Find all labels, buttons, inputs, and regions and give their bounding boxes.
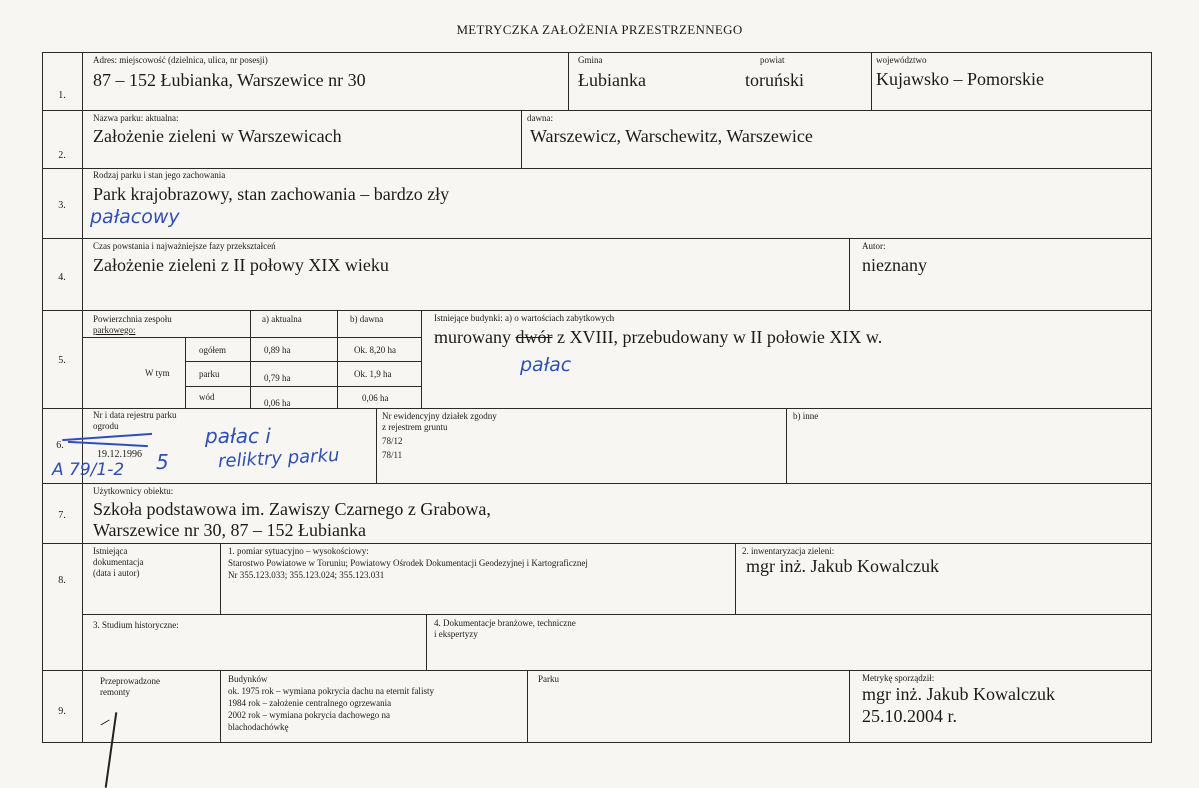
cell-divider [871, 52, 872, 111]
handwritten-note-palac: pałac [520, 354, 572, 376]
address-value: 87 – 152 Łubianka, Warszewice nr 30 [93, 70, 366, 90]
row-divider [42, 168, 1152, 169]
branch-docs-label: 4. Dokumentacje branżowe, techniczne [434, 618, 576, 628]
cell-divider [185, 337, 186, 409]
voivodeship-value: Kujawsko – Pomorskie [876, 69, 1044, 89]
row-divider [42, 483, 1152, 484]
row-number: 3. [58, 200, 66, 211]
former-name-value: Warszewicz, Warschewitz, Warszewice [530, 126, 813, 146]
cell-divider [568, 52, 569, 111]
address-label: Adres: miejscowość (dzielnica, ulica, nr posesji) [93, 55, 268, 65]
documentation-label-3: (data i autor) [93, 568, 140, 578]
row-divider [82, 614, 1152, 615]
documentation-label-2: dokumentacja [93, 557, 144, 567]
repairs-label: Przeprowadzone [100, 676, 160, 686]
powiat-value: toruński [745, 70, 805, 90]
row-number: 1. [58, 90, 66, 101]
cell-divider [849, 238, 850, 311]
register-label: Nr i data rejestru parku [93, 410, 177, 420]
buildings-struck: dwór [515, 327, 553, 347]
prepared-by-label: Metrykę sporządził: [862, 673, 935, 683]
buildings-repairs-label: Budynków [228, 674, 268, 684]
users-label: Użytkownicy obiektu: [93, 486, 174, 496]
prepared-date: 25.10.2004 r. [862, 706, 958, 726]
pen-stroke [100, 720, 109, 726]
plot-number: 78/12 [382, 436, 403, 446]
former-name-label: dawna: [527, 113, 553, 123]
buildings-pre: murowany [434, 327, 511, 347]
inventory-value: mgr inż. Jakub Kowalczuk [746, 556, 939, 576]
users-line-2: Warszewice nr 30, 87 – 152 Łubianka [93, 520, 366, 540]
border-bottom [42, 742, 1152, 743]
documentation-label: Istniejąca [93, 546, 128, 556]
buildings-post: z XVIII, przebudowany w II połowie XIX w. [556, 327, 883, 347]
cell-divider [735, 543, 736, 615]
users-line-1: Szkoła podstawowa im. Zawiszy Czarnego z Grabowa, [93, 499, 491, 519]
cell-divider [220, 670, 221, 743]
park-type-label: Rodzaj parku i stan jego zachowania [93, 170, 226, 180]
author-label: Autor: [862, 241, 886, 251]
buildings-repair-line: 2002 rok – wymiana pokrycia dachowego na [228, 710, 390, 720]
row-divider [42, 543, 1152, 544]
plots-label-2: z rejestrem gruntu [382, 422, 448, 432]
park-name-label: Nazwa parku: aktualna: [93, 113, 179, 123]
area-row-b: Ok. 8,20 ha [354, 345, 396, 355]
cell-divider [421, 310, 422, 409]
pen-stroke [105, 712, 118, 788]
gmina-value: Łubianka [578, 70, 646, 90]
register-label-2: ogrodu [93, 421, 119, 431]
register-date: 19.12.1996 [97, 449, 142, 460]
area-col-b: b) dawna [350, 314, 384, 324]
survey-line-2: Nr 355.123.033; 355.123.024; 355.123.031 [228, 570, 385, 580]
number-column-divider [82, 52, 83, 743]
border-right [1151, 52, 1152, 743]
cell-divider [250, 310, 251, 409]
area-row-b: Ok. 1,9 ha [354, 369, 392, 379]
park-name-value: Założenie zieleni w Warszewicach [93, 126, 342, 146]
handwritten-note-palac-i: pałac i [205, 424, 271, 448]
row-number: 6. [56, 440, 64, 451]
row-divider [42, 310, 1152, 311]
cell-divider [521, 110, 522, 169]
row-number: 8. [58, 575, 66, 586]
gmina-label: Gmina [578, 55, 603, 65]
prepared-by-value: mgr inż. Jakub Kowalczuk [862, 684, 1055, 704]
row-number: 9. [58, 706, 66, 717]
branch-docs-label-2: i ekspertyzy [434, 629, 478, 639]
row-divider [42, 110, 1152, 111]
repairs-label-2: remonty [100, 687, 130, 697]
cell-divider [337, 310, 338, 409]
area-row-label: parku [199, 369, 220, 379]
cell-divider [849, 670, 850, 743]
cell-divider [185, 361, 422, 362]
voivodeship-label: województwo [876, 55, 927, 65]
buildings-label: Istniejące budynki: a) o wartościach zabytkowych [434, 313, 615, 323]
park-repairs-label: Parku [538, 674, 559, 684]
historical-study-label: 3. Studium historyczne: [93, 620, 179, 630]
park-type-value: Park krajobrazowy, stan zachowania – bardzo zły [93, 184, 450, 204]
powiat-label: powiat [760, 55, 785, 65]
cell-divider [82, 337, 422, 338]
area-row-label: ogółem [199, 345, 226, 355]
buildings-repair-line: ok. 1975 rok – wymiana pokrycia dachu na eternit falisty [228, 686, 434, 696]
cell-divider [426, 614, 427, 671]
cell-divider [527, 670, 528, 743]
area-row-a: 0,79 ha [264, 373, 291, 383]
handwritten-note-palacowy: pałacowy [90, 206, 180, 228]
survey-line-1: Starostwo Powiatowe w Toruniu; Powiatowy Ośrodek Dokumentacji Geodezyjnej i Kartograficznej [228, 558, 588, 568]
area-row-a: 0,06 ha [264, 398, 291, 408]
inventory-label: 2. inwentaryzacja zieleni: [742, 546, 835, 556]
handwritten-register-number: A 79/1-2 [52, 460, 125, 480]
buildings-value [434, 327, 882, 348]
survey-label: 1. pomiar sytuacyjno – wysokościowy: [228, 546, 369, 556]
cell-divider [220, 543, 221, 615]
border-left [42, 52, 43, 743]
plots-label: Nr ewidencyjny działek zgodny [382, 411, 497, 421]
other-label: b) inne [793, 411, 819, 421]
author-value: nieznany [862, 255, 927, 275]
page-title: METRYCZKA ZAŁOŻENIA PRZESTRZENNEGO [456, 22, 743, 37]
border-top [42, 52, 1152, 53]
area-in-which: W tym [145, 368, 170, 378]
row-number: 2. [58, 150, 66, 161]
plot-number: 78/11 [382, 450, 403, 460]
area-row-a: 0,89 ha [264, 345, 291, 355]
buildings-repair-line: 1984 rok – założenie centralnego ogrzewania [228, 698, 392, 708]
row-number: 7. [58, 510, 66, 521]
row-divider [42, 238, 1152, 239]
area-row-label: wód [199, 392, 215, 402]
area-col-a: a) aktualna [262, 314, 302, 324]
origin-value: Założenie zieleni z II połowy XIX wieku [93, 255, 389, 275]
cell-divider [786, 408, 787, 484]
cell-divider [376, 408, 377, 484]
buildings-repair-line: blachodachówkę [228, 722, 289, 732]
area-label: Powierzchnia zespołu [93, 314, 172, 324]
row-number: 5. [58, 355, 66, 366]
handwritten-note-relikty: reliktry parku [217, 444, 340, 473]
row-divider [42, 670, 1152, 671]
area-label-2: parkowego: [93, 325, 136, 335]
row-number: 4. [58, 272, 66, 283]
handwritten-register-digit: 5 [156, 450, 169, 474]
scribble-mark [68, 438, 148, 447]
row-divider [42, 408, 1152, 409]
area-row-b: 0,06 ha [362, 393, 389, 403]
cell-divider [185, 386, 422, 387]
origin-label: Czas powstania i najważniejsze fazy przekształceń [93, 241, 276, 251]
